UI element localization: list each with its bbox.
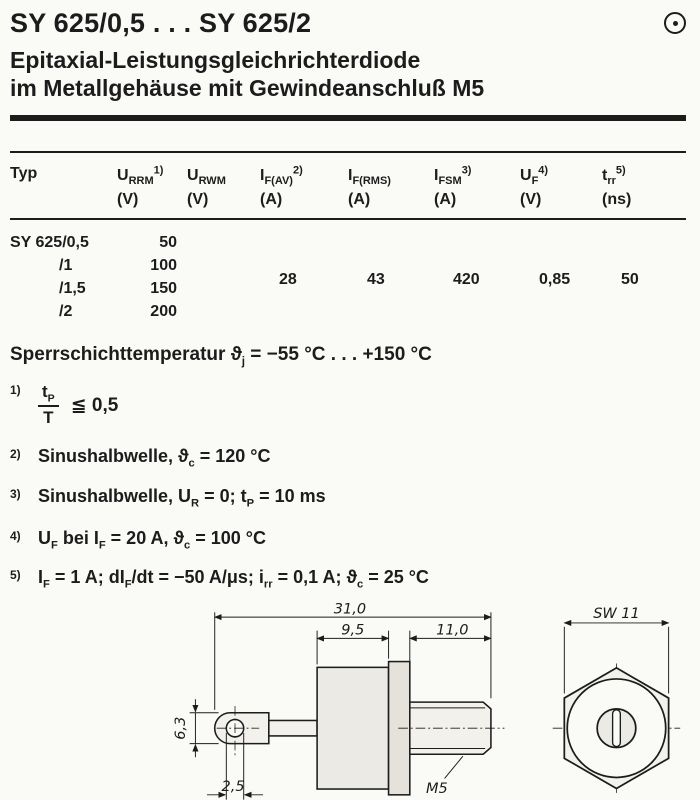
col-header-urwm: $U_{RWM}$ (V) bbox=[187, 166, 226, 208]
typ-column bbox=[10, 234, 117, 326]
page-title: SY 625/0,5 . . . SY 625/2 bbox=[10, 8, 312, 38]
urrm-cell: 50 bbox=[159, 234, 177, 252]
footnote-marker: 4) bbox=[10, 528, 21, 543]
footnote-1 bbox=[10, 382, 686, 428]
footnote-4 bbox=[10, 528, 686, 552]
typ-cell: /1 bbox=[59, 257, 73, 275]
title-bar bbox=[10, 8, 686, 39]
diode-body bbox=[317, 667, 388, 789]
dim-thread-length-label: 11,0 bbox=[436, 622, 469, 639]
col-header-ifav: $I_{F(AV)}^{2)}$ (A) bbox=[260, 164, 303, 208]
urrm-cell: 100 bbox=[150, 257, 177, 275]
urrm-cell: 150 bbox=[150, 280, 177, 298]
ifsm-value: 420 bbox=[453, 271, 480, 289]
footnote-marker: 3) bbox=[10, 486, 21, 501]
circle-dot-center bbox=[673, 21, 678, 26]
table-body bbox=[10, 234, 686, 326]
table-header bbox=[10, 163, 686, 210]
thread-size-label: M5 bbox=[425, 780, 448, 797]
footnote-marker: 5) bbox=[10, 568, 21, 583]
wrench-size-label: SW 11 bbox=[593, 605, 640, 622]
package-drawing bbox=[10, 601, 686, 800]
ifav-value: 28 bbox=[279, 271, 297, 289]
divider-thick bbox=[10, 115, 686, 121]
subtitle-line-1: Epitaxial-Leistungsgleichrichterdiode bbox=[10, 47, 421, 73]
footnote-text: Sinushalbwelle, $U_R = 0$; $t_P = 10$ ms bbox=[38, 485, 326, 510]
uf-value: 0,85 bbox=[539, 271, 571, 289]
dim-tab-height-label: 6,3 bbox=[172, 716, 189, 740]
junction-temp-line: Sperrschichttemperatur $ϑ_j = -55$ °C . . . +150 °C bbox=[10, 344, 432, 368]
slot bbox=[613, 710, 621, 747]
ifrms-value: 43 bbox=[367, 271, 385, 289]
fraction-tp-over-t: $\frac{t_P}{T}$ bbox=[38, 382, 59, 428]
footnote-text: Sinushalbwelle, $ϑ_c = 120$ °C bbox=[38, 446, 271, 470]
footnote-marker: 2) bbox=[10, 447, 21, 462]
footnote-2 bbox=[10, 446, 686, 470]
package-drawing-section bbox=[10, 601, 686, 800]
dim-body-label: 9,5 bbox=[341, 622, 365, 639]
col-header-uf: $U_F^{4)}$ (V) bbox=[520, 164, 549, 208]
footnote-3 bbox=[10, 486, 686, 510]
divider-header-bottom bbox=[10, 218, 686, 220]
col-header-typ: Typ bbox=[10, 165, 38, 183]
typ-cell: SY 625/0,5 bbox=[10, 234, 89, 252]
footnote-5 bbox=[10, 567, 686, 591]
footnote-text: $U_F$ bei $I_F = 20$ A, $ϑ_c = 100$ °C bbox=[38, 527, 266, 552]
col-header-ifsm: $I_{FSM}^{3)}$ (A) bbox=[434, 164, 472, 208]
col-header-trr: $t_{rr}^{5)}$ (ns) bbox=[602, 164, 632, 208]
footnote-text: ≦ 0,5 bbox=[70, 394, 119, 416]
dim-hole-label: 2,5 bbox=[221, 778, 245, 795]
dim-overall-label: 31,0 bbox=[333, 600, 367, 617]
urrm-column bbox=[117, 234, 187, 326]
typ-cell: /1,5 bbox=[59, 280, 86, 298]
subtitle-line-2: im Metallgehäuse mit Gewindeanschluß M5 bbox=[10, 74, 485, 101]
lead-neck bbox=[269, 720, 317, 735]
footnote-text: $I_F = 1$ A; $dI_F/dt = -50$ A/μs; $i_{rr} = 0,1$ A; $ϑ_c = 25$ °C bbox=[38, 567, 429, 591]
urwm-column-empty bbox=[187, 234, 260, 326]
trr-value: 50 bbox=[621, 271, 639, 289]
footnote-marker: 1) bbox=[10, 382, 21, 397]
typ-cell: /2 bbox=[59, 303, 73, 321]
circle-dot-icon bbox=[664, 12, 686, 34]
col-header-urrm: $U_{RRM}^{1)}$ (V) bbox=[117, 164, 164, 208]
divider-table-top bbox=[10, 151, 686, 153]
urrm-cell: 200 bbox=[150, 303, 177, 321]
subtitle bbox=[10, 47, 686, 102]
col-header-ifrms: $I_{F(RMS)}$ (A) bbox=[348, 166, 391, 208]
hex-end-view bbox=[564, 668, 668, 789]
